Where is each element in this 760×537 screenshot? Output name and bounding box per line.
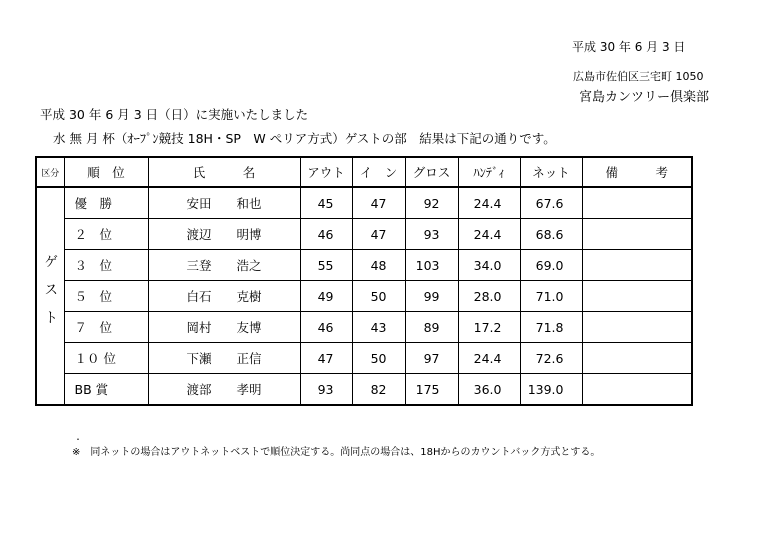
- handicap-cell: 24.4: [458, 343, 520, 374]
- net-cell: 69.0: [520, 250, 582, 281]
- out-cell: 47: [300, 343, 352, 374]
- table-row: [36, 374, 692, 406]
- in-cell: 47: [352, 219, 405, 250]
- club-address: 広島市佐伯区三宅町 1050: [573, 70, 704, 83]
- gross-cell: 99: [405, 281, 458, 312]
- table-row: [36, 250, 692, 281]
- rank-cell: １０ 位: [64, 343, 148, 374]
- remarks-cell: [582, 281, 692, 312]
- gross-cell: 175: [405, 374, 458, 406]
- net-cell: 67.6: [520, 187, 582, 219]
- gross-cell: 97: [405, 343, 458, 374]
- results-table: [35, 156, 693, 406]
- table-row: [36, 219, 692, 250]
- column-header: アウト: [300, 157, 352, 187]
- handicap-cell: 34.0: [458, 250, 520, 281]
- table-row: [36, 312, 692, 343]
- column-header: 備 考: [582, 157, 692, 187]
- rank-cell: ７ 位: [64, 312, 148, 343]
- out-cell: 49: [300, 281, 352, 312]
- net-cell: 72.6: [520, 343, 582, 374]
- footnote: ※ 同ネットの場合はアウトネットベストで順位決定する。尚同点の場合は、18Hからのカウントバック方式とする。: [72, 447, 601, 458]
- gross-cell: 93: [405, 219, 458, 250]
- handicap-cell: 24.4: [458, 187, 520, 219]
- in-cell: 50: [352, 281, 405, 312]
- out-cell: 55: [300, 250, 352, 281]
- out-cell: 45: [300, 187, 352, 219]
- gross-cell: 89: [405, 312, 458, 343]
- remarks-cell: [582, 343, 692, 374]
- in-cell: 48: [352, 250, 405, 281]
- gross-cell: 103: [405, 250, 458, 281]
- name-cell: 白石 克樹: [148, 281, 300, 312]
- column-header: ネット: [520, 157, 582, 187]
- rank-cell: BB 賞: [64, 374, 148, 406]
- competition-title: 水 無 月 杯（ｵｰﾌﾟﾝ競技 18H・SP W ぺリア方式）ゲストの部 結果は下記の通りです。: [53, 131, 556, 146]
- club-name: 宮島カンツリー倶楽部: [579, 90, 710, 105]
- handicap-cell: 28.0: [458, 281, 520, 312]
- column-header: ﾊﾝﾃﾞｨ: [458, 157, 520, 187]
- handicap-cell: 17.2: [458, 312, 520, 343]
- name-cell: 岡村 友博: [148, 312, 300, 343]
- column-header: 氏 名: [148, 157, 300, 187]
- table-row: [36, 281, 692, 312]
- net-cell: 68.6: [520, 219, 582, 250]
- name-cell: 渡辺 明博: [148, 219, 300, 250]
- table-row: [36, 343, 692, 374]
- handicap-cell: 36.0: [458, 374, 520, 406]
- out-cell: 46: [300, 312, 352, 343]
- remarks-cell: [582, 187, 692, 219]
- rank-cell: 優 勝: [64, 187, 148, 219]
- name-cell: 三登 浩之: [148, 250, 300, 281]
- rank-cell: ３ 位: [64, 250, 148, 281]
- column-header: グロス: [405, 157, 458, 187]
- remarks-cell: [582, 374, 692, 406]
- intro-text: 平成 30 年 6 月 3 日（日）に実施いたしました: [40, 107, 309, 122]
- gross-cell: 92: [405, 187, 458, 219]
- handicap-cell: 24.4: [458, 219, 520, 250]
- header-row: [36, 157, 692, 187]
- document-date: 平成 30 年 6 月 3 日: [572, 40, 686, 54]
- net-cell: 71.8: [520, 312, 582, 343]
- in-cell: 47: [352, 187, 405, 219]
- table-row: [36, 187, 692, 219]
- net-cell: 139.0: [520, 374, 582, 406]
- out-cell: 46: [300, 219, 352, 250]
- remarks-cell: [582, 219, 692, 250]
- column-header: イ ン: [352, 157, 405, 187]
- name-cell: 下瀬 正信: [148, 343, 300, 374]
- remarks-cell: [582, 250, 692, 281]
- column-header: 区分: [36, 157, 64, 187]
- column-header: 順 位: [64, 157, 148, 187]
- in-cell: 50: [352, 343, 405, 374]
- in-cell: 82: [352, 374, 405, 406]
- net-cell: 71.0: [520, 281, 582, 312]
- rank-cell: ５ 位: [64, 281, 148, 312]
- name-cell: 渡部 孝明: [148, 374, 300, 406]
- rank-cell: ２ 位: [64, 219, 148, 250]
- remarks-cell: [582, 312, 692, 343]
- category-cell: ゲスト: [36, 187, 64, 405]
- name-cell: 安田 和也: [148, 187, 300, 219]
- in-cell: 43: [352, 312, 405, 343]
- bullet-dot: ・: [74, 435, 82, 444]
- out-cell: 93: [300, 374, 352, 406]
